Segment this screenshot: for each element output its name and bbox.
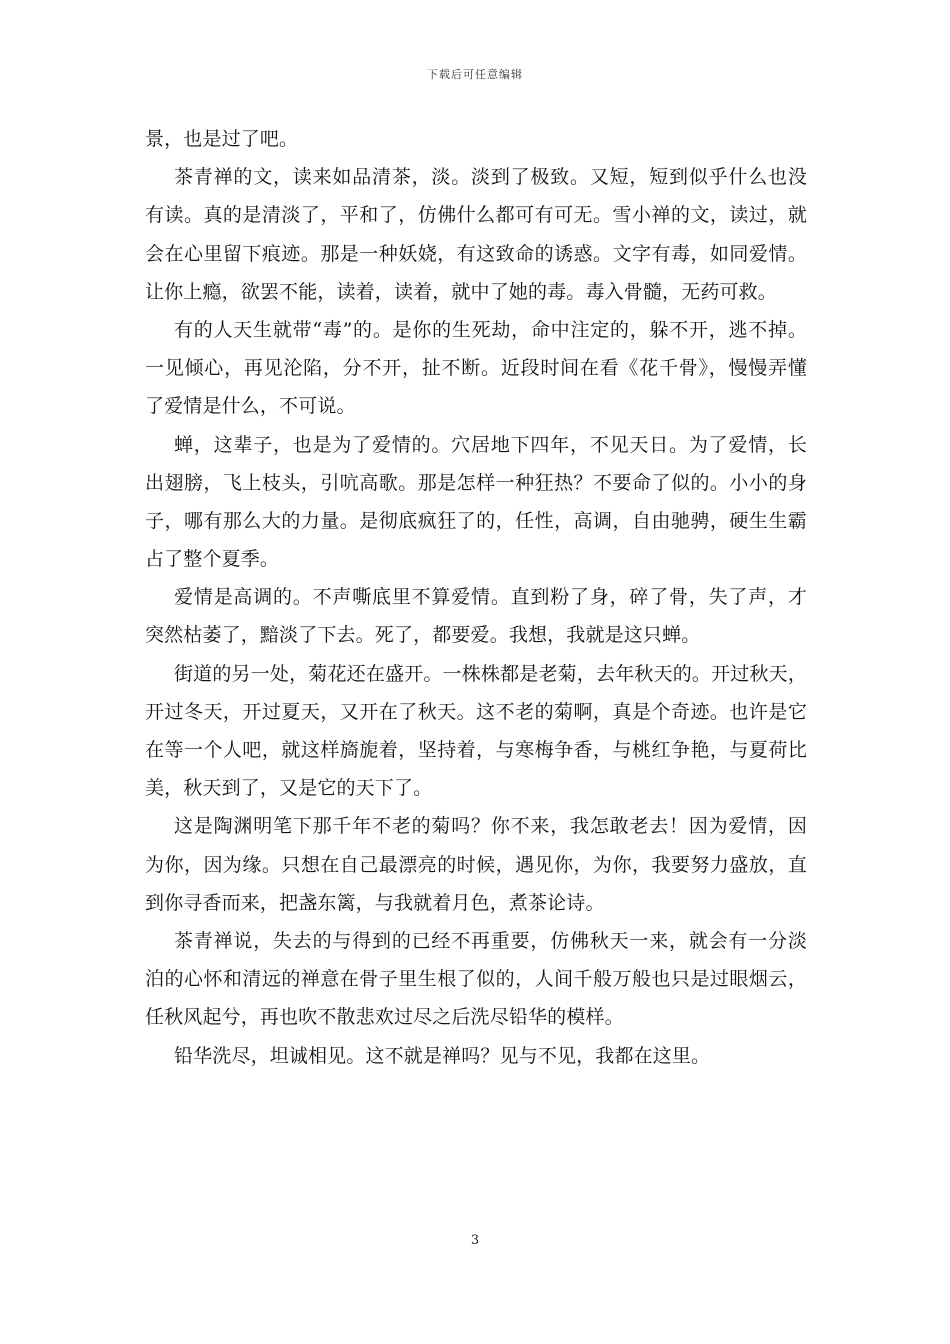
text-line: 会在心里留下痕迹。那是一种妖娆，有这致命的诱惑。文字有毒，如同爱情。 [145,242,807,265]
text-line: 了爱情是什么，不可说。 [145,395,356,418]
paragraph-first-line: 茶青禅说，失去的与得到的已经不再重要，仿佛秋天一来，就会有一分淡 [174,929,807,952]
text-line: 为你，因为缘。只想在自己最漂亮的时候，遇见你，为你，我要努力盛放，直 [145,853,807,876]
page-number: 3 [470,1233,480,1248]
text-line: 让你上瘾，欲罢不能，读着，读着，就中了她的毒。毒入骨髓，无药可救。 [145,280,777,303]
text-line: 子，哪有那么大的力量。是彻底疯狂了的，任性，高调，自由驰骋，硬生生霸 [145,509,807,532]
paragraph-first-line: 爱情是高调的。不声嘶底里不算爱情。直到粉了身，碎了骨，失了声，才 [174,586,807,609]
text-line: 泊的心怀和清远的禅意在骨子里生根了似的，人间千般万般也只是过眼烟云， [145,968,807,991]
text-line: 到你寻香而来，把盏东篱，与我就着月色，煮茶论诗。 [145,891,605,914]
text-line: 突然枯萎了，黯淡了下去。死了，都要爱。我想，我就是这只蝉。 [145,624,701,647]
text-line: 开过冬天，开过夏天，又开在了秋天。这不老的菊啊，真是个奇迹。也许是它 [145,700,807,723]
text-line: 在等一个人吧，就这样旖旎着，坚持着，与寒梅争香，与桃红争艳，与夏荷比 [145,739,807,761]
paragraph-first-line: 铅华洗尽，坦诚相见。这不就是禅吗？见与不见，我都在这里。 [174,1044,711,1067]
paragraph-first-line: 街道的另一处，菊花还在盛开。一株株都是老菊，去年秋天的。开过秋天， [174,662,807,685]
paragraph-first-line: 茶青禅的文，读来如品清茶，淡。淡到了极致。又短，短到似乎什么也没 [174,166,807,189]
text-line: 任秋风起兮，再也吹不散悲欢过尽之后洗尽铅华的模样。 [145,1006,624,1029]
text-line: 美，秋天到了，又是它的天下了。 [145,777,433,800]
text-line: 出翅膀，飞上枝头，引吭高歌。那是怎样一种狂热？不要命了似的。小小的身 [145,471,807,494]
body-text [145,120,807,1075]
page-header: 下载后可任意编辑 [427,68,523,81]
text-line: 一见倾心，再见沦陷，分不开，扯不断。近段时间在看《花千骨》，慢慢弄懂 [145,357,807,380]
paragraph-first-line: 蝉，这辈子，也是为了爱情的。穴居地下四年，不见天日。为了爱情，长 [174,433,807,456]
paragraph-first-line: 这是陶渊明笔下那千年不老的菊吗？你不来，我怎敢老去！因为爱情，因 [174,815,807,838]
paragraph-first-line: 有的人天生就带“毒”的。是你的生死劫，命中注定的，躲不开，逃不掉。 [174,318,807,341]
text-line: 有读。真的是清淡了，平和了，仿佛什么都可有可无。雪小禅的文，读过，就 [145,204,807,227]
text-line: 占了整个夏季。 [145,548,280,571]
text-line: 景，也是过了吧。 [145,128,299,150]
